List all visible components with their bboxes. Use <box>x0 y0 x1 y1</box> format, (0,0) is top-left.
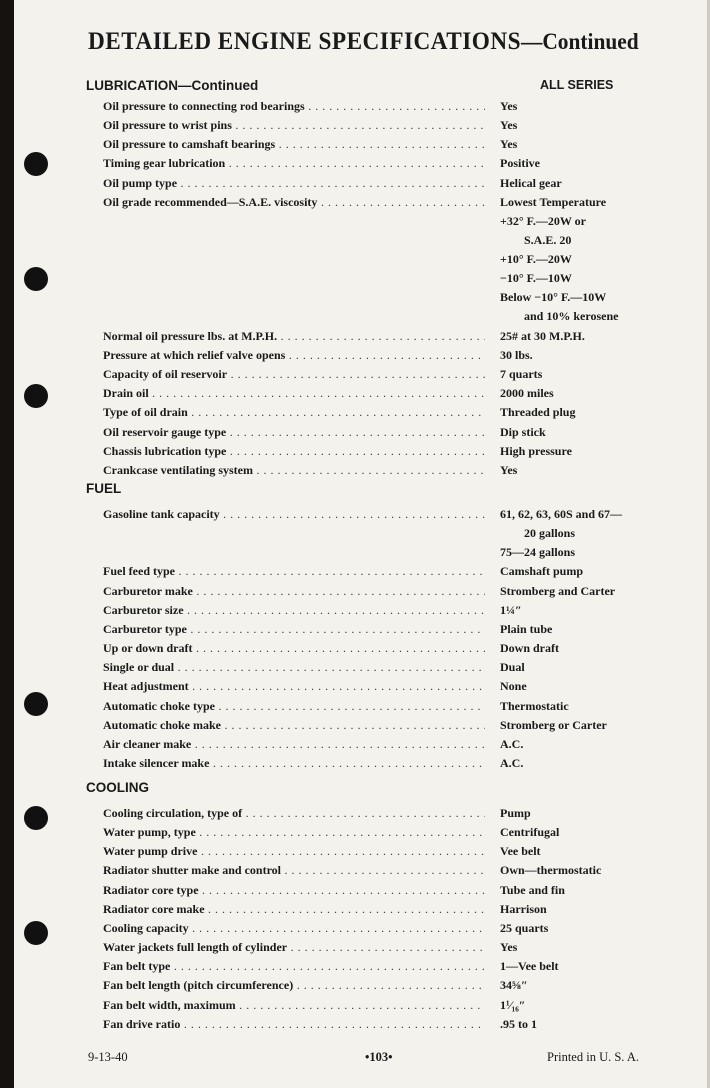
spec-row <box>103 442 683 461</box>
spec-value-line: Dip stick <box>500 424 546 439</box>
page-number: •103• <box>365 1050 393 1064</box>
spec-value <box>500 976 528 995</box>
spec-label: Carburetor make . . . <box>103 582 485 601</box>
section-header: COOLING <box>86 780 149 795</box>
spec-label: Carburetor size . . . <box>103 601 485 620</box>
spec-value <box>500 919 548 938</box>
spec-value <box>500 562 583 581</box>
binder-hole <box>24 267 48 291</box>
spec-value-line: +32° F.—20W or <box>500 213 586 228</box>
page-title-continued: —Continued <box>520 29 639 54</box>
spec-value <box>500 423 546 442</box>
spec-value <box>500 174 562 193</box>
spec-value-line: Yes <box>500 137 518 152</box>
spec-label: Pressure at which relief valve opens . . . <box>103 346 485 365</box>
spec-value-line: 20 gallons <box>524 526 576 540</box>
spec-value-line: Tube and fin <box>500 882 565 897</box>
spec-row <box>103 423 683 442</box>
spec-label: Air cleaner make . . . <box>103 735 485 754</box>
spec-row <box>103 461 683 480</box>
spec-value-line: Yes <box>500 940 518 955</box>
spec-row <box>103 658 683 677</box>
spec-label: Chassis lubrication type . . . <box>103 442 485 461</box>
spec-label: Heat adjustment . . . <box>103 677 485 696</box>
spec-row <box>103 881 683 900</box>
spec-label: Fan belt type . . . <box>103 957 485 976</box>
spec-value <box>500 601 522 620</box>
spec-label: Water pump, type . . . <box>103 823 485 842</box>
spec-value-line: None <box>500 679 527 694</box>
spec-row <box>103 620 683 639</box>
spec-row <box>103 346 683 365</box>
spec-value <box>500 620 552 639</box>
spec-label: Intake silencer make . . . <box>103 754 485 773</box>
spec-row <box>103 562 683 581</box>
spec-row <box>103 403 683 422</box>
spec-value-line: Pump <box>500 806 531 820</box>
spec-value <box>500 697 569 716</box>
spec-value-line: A.C. <box>500 736 524 751</box>
spec-label: Normal oil pressure lbs. at M.P.H. . . . <box>103 327 485 346</box>
spec-value-line: 61, 62, 63, 60S and 67— <box>500 507 623 521</box>
spec-row <box>103 976 683 995</box>
spec-label: Radiator core make . . . <box>103 900 485 919</box>
spec-row <box>103 861 683 880</box>
spec-value-line: A.C. <box>500 755 524 770</box>
spec-value <box>500 461 517 480</box>
spec-value <box>500 116 517 135</box>
spec-label: Drain oil . . . <box>103 384 485 403</box>
spec-label: Automatic choke make . . . <box>103 716 485 735</box>
spec-value-line: 1¹⁄₁₆″ <box>500 997 526 1012</box>
spec-label: Oil grade recommended—S.A.E. viscosity . . . <box>103 193 485 212</box>
spec-row <box>103 957 683 976</box>
spec-label: Oil pressure to camshaft bearings . . . <box>103 135 485 154</box>
spec-value <box>500 1015 537 1034</box>
spec-value-line: Yes <box>500 99 518 113</box>
binder-hole <box>24 921 48 945</box>
spec-value-line: High pressure <box>500 443 572 458</box>
spec-value <box>500 639 559 658</box>
spec-row <box>103 193 683 323</box>
spec-label: Fan belt length (pitch circumference) . . . <box>103 976 485 995</box>
spec-row <box>103 174 683 193</box>
spec-label: Single or dual . . . <box>103 658 485 677</box>
spec-label: Automatic choke type . . . <box>103 697 485 716</box>
spec-value <box>500 823 559 842</box>
spec-value <box>500 442 572 461</box>
spec-label: Capacity of oil reservoir . . . <box>103 365 485 384</box>
spec-row <box>103 1015 683 1034</box>
spec-row <box>103 327 683 346</box>
section-header: LUBRICATION—Continued <box>86 78 259 93</box>
spec-row <box>103 842 683 861</box>
spec-value <box>500 957 559 976</box>
spec-row <box>103 823 683 842</box>
spec-value <box>500 996 525 1015</box>
spec-value-line: Yes <box>500 462 518 477</box>
spec-value-line: Down draft <box>500 641 559 656</box>
spec-label: Oil pressure to wrist pins . . . <box>103 116 485 135</box>
spec-value-line: 25# at 30 M.P.H. <box>500 328 585 343</box>
spec-value <box>500 658 525 677</box>
spec-value <box>500 842 541 861</box>
spec-row <box>103 639 683 658</box>
spec-label: Fuel feed type . . . <box>103 562 485 581</box>
spec-value-line: 7 quarts <box>500 367 543 382</box>
spec-row <box>103 716 683 735</box>
spec-value-line: Harrison <box>500 901 547 916</box>
spec-row <box>103 996 683 1015</box>
spec-value-line: Stromberg or Carter <box>500 717 607 732</box>
spec-label: Radiator core type . . . <box>103 881 485 900</box>
spec-value-line: .95 to 1 <box>500 1016 537 1031</box>
spec-value-line: +10° F.—20W <box>500 251 572 266</box>
spec-value <box>500 193 618 326</box>
spec-value-line: Positive <box>500 156 540 171</box>
spec-value <box>500 735 523 754</box>
spec-value-line: 75—24 gallons <box>500 545 576 559</box>
spec-value <box>500 754 523 773</box>
spec-value <box>500 384 554 403</box>
spec-value-line: Camshaft pump <box>500 564 584 579</box>
spec-value <box>500 505 622 562</box>
spec-row <box>103 919 683 938</box>
spec-value <box>500 716 607 735</box>
binder-hole <box>24 384 48 408</box>
spec-label: Carburetor type . . . <box>103 620 485 639</box>
footer-date: 9-13-40 <box>88 1050 128 1064</box>
spec-value-line: Yes <box>500 118 518 133</box>
spec-value <box>500 154 540 173</box>
spec-value <box>500 938 517 957</box>
spec-label: Fan belt width, maximum . . . <box>103 996 485 1015</box>
spec-row <box>103 365 683 384</box>
spec-row <box>103 582 683 601</box>
spec-row <box>103 97 683 116</box>
spec-label: Water pump drive . . . <box>103 842 485 861</box>
spec-label: Gasoline tank capacity . . . <box>103 505 485 524</box>
spec-value <box>500 327 585 346</box>
section-header: FUEL <box>86 481 122 496</box>
spec-label: Oil pump type . . . <box>103 174 485 193</box>
spec-value-line: 2000 miles <box>500 386 554 401</box>
spec-row <box>103 154 683 173</box>
spec-value-line: Plain tube <box>500 621 553 636</box>
spec-label: Cooling circulation, type of . . . <box>103 804 485 823</box>
spec-label: Radiator shutter make and control . . . <box>103 861 485 880</box>
spec-value-line: 25 quarts <box>500 920 549 935</box>
page-title: DETAILED ENGINE SPECIFICATIONS—Continued <box>88 28 639 55</box>
spec-label: Oil reservoir gauge type . . . <box>103 423 485 442</box>
spec-row <box>103 505 683 559</box>
spec-row <box>103 677 683 696</box>
page-edge <box>0 0 14 1088</box>
spec-value <box>500 403 575 422</box>
binder-hole <box>24 152 48 176</box>
spec-value-line: Threaded plug <box>500 405 576 420</box>
spec-value-line: 34⅝″ <box>500 978 528 993</box>
spec-row <box>103 900 683 919</box>
binder-hole <box>24 806 48 830</box>
spec-value <box>500 804 531 823</box>
spec-value-line: Vee belt <box>500 844 541 859</box>
spec-value <box>500 135 517 154</box>
spec-value-line: and 10% kerosene <box>524 308 619 323</box>
spec-value-line: Centrifugal <box>500 825 560 840</box>
spec-value-line: Own—thermostatic <box>500 863 602 878</box>
spec-value <box>500 365 542 384</box>
spec-value-line: Dual <box>500 660 525 675</box>
spec-value-line: Lowest Temperature <box>500 194 607 209</box>
spec-value <box>500 881 565 900</box>
spec-label: Type of oil drain . . . <box>103 403 485 422</box>
spec-value <box>500 677 527 696</box>
spec-row <box>103 938 683 957</box>
column-header-all-series: ALL SERIES <box>540 78 614 92</box>
spec-value-line: S.A.E. 20 <box>524 232 572 247</box>
spec-value-line: Thermostatic <box>500 698 569 713</box>
spec-value <box>500 582 615 601</box>
spec-row <box>103 735 683 754</box>
spec-row <box>103 116 683 135</box>
spec-value-line: Stromberg and Carter <box>500 583 616 598</box>
spec-label: Crankcase ventilating system . . . <box>103 461 485 480</box>
spec-value-line: 30 lbs. <box>500 347 533 362</box>
spec-value <box>500 97 517 116</box>
spec-value <box>500 346 533 365</box>
spec-row <box>103 601 683 620</box>
spec-row <box>103 754 683 773</box>
spec-label: Fan drive ratio . . . <box>103 1015 485 1034</box>
spec-row <box>103 697 683 716</box>
spec-value <box>500 861 601 880</box>
footer-printed: Printed in U. S. A. <box>547 1050 640 1064</box>
spec-value-line: 1—Vee belt <box>500 959 559 974</box>
binder-hole <box>24 692 48 716</box>
spec-label: Water jackets full length of cylinder . . . <box>103 938 485 957</box>
spec-value-line: −10° F.—10W <box>500 270 572 285</box>
spec-label: Oil pressure to connecting rod bearings . . . <box>103 97 485 116</box>
spec-value <box>500 900 547 919</box>
spec-label: Cooling capacity . . . <box>103 919 485 938</box>
spec-row <box>103 384 683 403</box>
spec-row <box>103 804 683 823</box>
spec-value-line: Below −10° F.—10W <box>500 289 607 304</box>
spec-label: Timing gear lubrication . . . <box>103 154 485 173</box>
spec-value-line: Helical gear <box>500 175 562 190</box>
spec-label: Up or down draft . . . <box>103 639 485 658</box>
spec-value-line: 1¼″ <box>500 602 522 617</box>
spec-row <box>103 135 683 154</box>
